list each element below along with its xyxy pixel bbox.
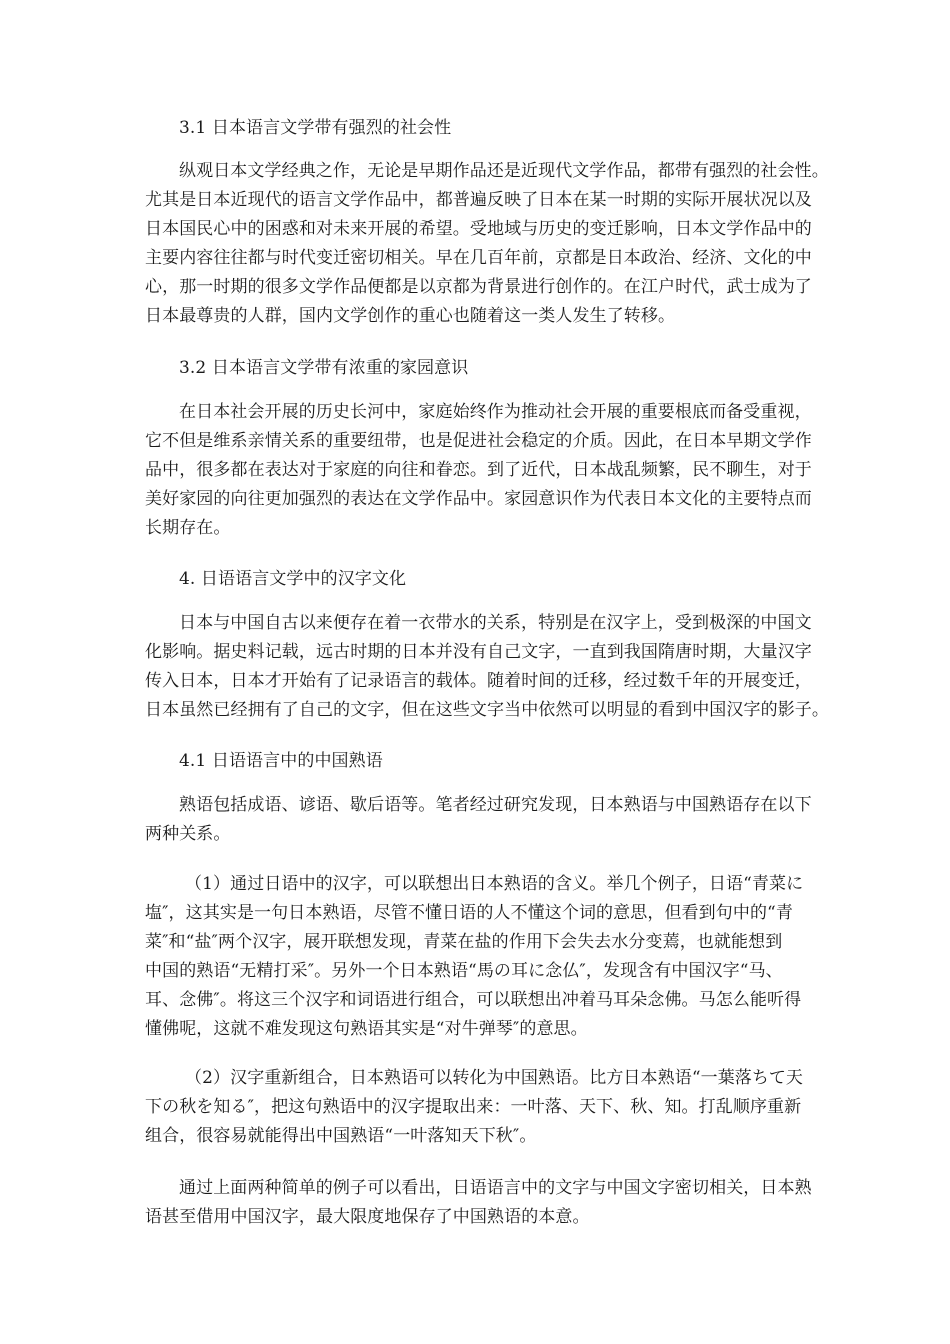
paragraph-line: 日本最尊贵的人群，国内文学创作的重心也随着这一类人发生了转移。 <box>145 306 676 326</box>
section-3-1-heading <box>145 114 807 143</box>
paragraph-line: 化影响。据史料记载，远古时期的日本并没有自己文字，一直到我国隋唐时期，大量汉字 <box>145 642 812 662</box>
paragraph-line: （2）汉字重新组合，日本熟语可以转化为中国熟语。比方日本熟语“一葉落ちて天 <box>185 1068 804 1088</box>
paragraph-line: 尤其是日本近现代的语言文学作品中，都普遍反映了日本在某一时期的实际开展状况以及 <box>145 190 812 210</box>
paragraph-line: 日本虽然已经拥有了自己的文字，但在这些文字当中依然可以明显的看到中国汉字的影子。 <box>145 700 829 720</box>
paragraph-line: （1）通过日语中的汉字，可以联想出日本熟语的含义。举几个例子，日语“青菜に <box>185 874 804 894</box>
section-4-1-paragraph <box>145 791 812 849</box>
paragraph-line: 语甚至借用中国汉字，最大限度地保存了中国熟语的本意。 <box>145 1207 590 1227</box>
conclusion-paragraph <box>145 1174 812 1232</box>
example-1-paragraph <box>145 870 807 1044</box>
heading-text: 4. 日语语言文学中的汉字文化 <box>179 569 407 589</box>
section-3-2-heading <box>145 354 807 383</box>
paragraph-line: 心，那一时期的很多文学作品便都是以京都为背景进行创作的。在江户时代，武士成为了 <box>145 277 812 297</box>
paragraph-line: 传入日本，日本才开始有了记录语言的载体。随着时间的迁移，经过数千年的开展变迁， <box>145 671 812 691</box>
paragraph-line: 组合，很容易就能得出中国熟语“一叶落知天下秋″。 <box>145 1126 537 1146</box>
heading-text: 3.2 日本语言文学带有浓重的家园意识 <box>179 358 469 378</box>
paragraph-line: 它不但是维系亲情关系的重要纽带，也是促进社会稳定的介质。因此，在日本早期文学作 <box>145 431 812 451</box>
paragraph-line: 耳、念佛″。将这三个汉字和词语进行组合，可以联想出冲着马耳朵念佛。马怎么能听得 <box>145 990 802 1010</box>
paragraph-line: 中国的熟语“无精打采″。另外一个日本熟语“馬の耳に念仏″，发现含有中国汉字“马、 <box>145 961 783 981</box>
paragraph-line: 熟语包括成语、谚语、歇后语等。笔者经过研究发现，日本熟语与中国熟语存在以下 <box>179 795 812 815</box>
paragraph-line: 主要内容往往都与时代变迁密切相关。早在几百年前，京都是日本政治、经济、文化的中 <box>145 248 812 268</box>
paragraph-line: 美好家园的向往更加强烈的表达在文学作品中。家园意识作为代表日本文化的主要特点而 <box>145 489 812 509</box>
paragraph-line: 在日本社会开展的历史长河中，家庭始终作为推动社会开展的重要根底而备受重视， <box>179 402 812 422</box>
paragraph-line: 品中，很多都在表达对于家庭的向往和眷恋。到了近代，日本战乱频繁，民不聊生，对于 <box>145 460 812 480</box>
paragraph-line: 日本国民心中的困惑和对未来开展的希望。受地域与历史的变迁影响，日本文学作品中的 <box>145 219 812 239</box>
heading-text: 3.1 日本语言文学带有强烈的社会性 <box>179 118 452 138</box>
heading-text: 4.1 日语语言中的中国熟语 <box>179 751 383 771</box>
paragraph-line: 下の秋を知る″，把这句熟语中的汉字提取出来：一叶落、天下、秋、知。打乱顺序重新 <box>145 1097 802 1117</box>
paragraph-line: 日本与中国自古以来便存在着一衣带水的关系，特别是在汉字上，受到极深的中国文 <box>179 613 812 633</box>
paragraph-line: 懂佛呢，这就不难发现这句熟语其实是“对牛弹琴″的意思。 <box>145 1019 588 1039</box>
paragraph-line: 长期存在。 <box>145 518 231 538</box>
paragraph-line: 通过上面两种简单的例子可以看出，日语语言中的文字与中国文字密切相关，日本熟 <box>179 1178 812 1198</box>
example-2-paragraph <box>145 1064 807 1151</box>
section-3-2-paragraph <box>145 398 812 543</box>
section-3-1-paragraph <box>145 157 829 331</box>
paragraph-line: 纵观日本文学经典之作，无论是早期作品还是近现代文学作品，都带有强烈的社会性。 <box>179 161 829 181</box>
section-4-paragraph <box>145 609 829 725</box>
paragraph-line: 两种关系。 <box>145 824 231 844</box>
paragraph-line: 塩″，这其实是一句日本熟语，尽管不懂日语的人不懂这个词的意思，但看到句中的“青 <box>145 903 793 923</box>
paragraph-line: 菜″和“盐″两个汉字，展开联想发现，青菜在盐的作用下会失去水分变蔫，也就能想到 <box>145 932 783 952</box>
section-4-heading <box>145 565 807 594</box>
section-4-1-heading <box>145 747 807 776</box>
